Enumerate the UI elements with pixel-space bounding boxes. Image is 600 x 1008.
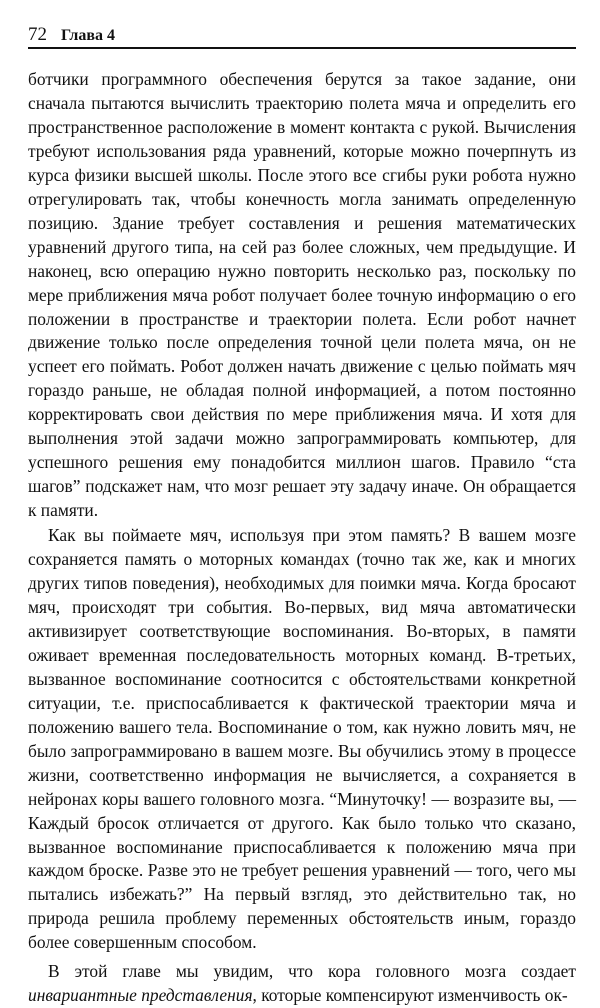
italic-term: инвариантные представления: [28, 985, 253, 1006]
paragraph: ботчики программного обеспечения берутся за такое задание, они сначала пытаются вычислить траекторию полета мяча и определить его пространственное расположение в момент контакта с рукой. Вычисления требуют использования ряда уравнений, которые можно почерпнуть из курса физики высшей школы. После этого все сгибы руки робота нужно отрегулировать так, чтобы конечность могла занимать определенную позицию. Здание требует составления и решения математических уравнений другого типа, на сей раз более сложных, чем предыдущие. И наконец, всю операцию нужно повторить несколько раз, поскольку по мере приближения мяча робот получает более точную информацию о его положении в пространстве и траектории полета. Если робот начнет движение только после определения точной цели полета мяча, он не успеет его поймать. Робот должен начать движение с целью поймать мяч гораздо раньше, не обладая полной информацией, а потом постоянно корректировать свои действия по мере приближения мяча. И хотя для выполнения этой задачи можно запрограммировать компьютер, для успешного решения ему понадобится миллион шагов. Правило “ста шагов” подскажет нам, что мозг решает эту задачу иначе. Он обращается к памяти.: [28, 69, 576, 521]
paragraph: Как вы поймаете мяч, используя при этом память? В вашем мозге сохраняется память о моторных командах (точно так же, как и многих других типов поведения), необходимых для поимки мяча. Когда бросают мяч, происходят три события. Во-первых, вид мяча автоматически активизирует соответствующие воспоминания. Во-вторых, в памяти оживает временная последовательность моторных команд. В-третьих, вызванное воспоминание соотносится с обстоятельствами конкретной ситуации, т.е. приспосабливается к фактической траектории мяча и положению вашего тела. Воспоминание о том, как нужно ловить мяч, не было запрограммировано в вашем мозге. Вы обучились этому в процессе жизни, соответственно информация не вычисляется, а сохраняется в нейронах коры вашего головного мозга. “Минуточку! — возразите вы, — Каждый бросок отличается от другого. Как было только что сказано, вызванное воспоминание приспосабливается к положению мяча при каждом броске. Разве это не требует решения уравнений — того, чего мы пытались избежать?” На первый взгляд, это действительно так, но природа решила проблему переменных обстоятельств иным, гораздо более совершенным способом.: [28, 525, 576, 953]
running-header: [28, 18, 576, 49]
body-text: [28, 68, 576, 1008]
paragraph: [28, 960, 576, 1008]
book-page: [28, 18, 576, 1006]
page-number: 72: [28, 24, 47, 45]
paragraph-text: В этой главе мы увидим, что кора головного мозга создает: [48, 961, 576, 982]
chapter-title: Глава 4: [61, 27, 115, 44]
paragraph-text: , которые компенсируют изменчивость ок-: [252, 985, 568, 1006]
